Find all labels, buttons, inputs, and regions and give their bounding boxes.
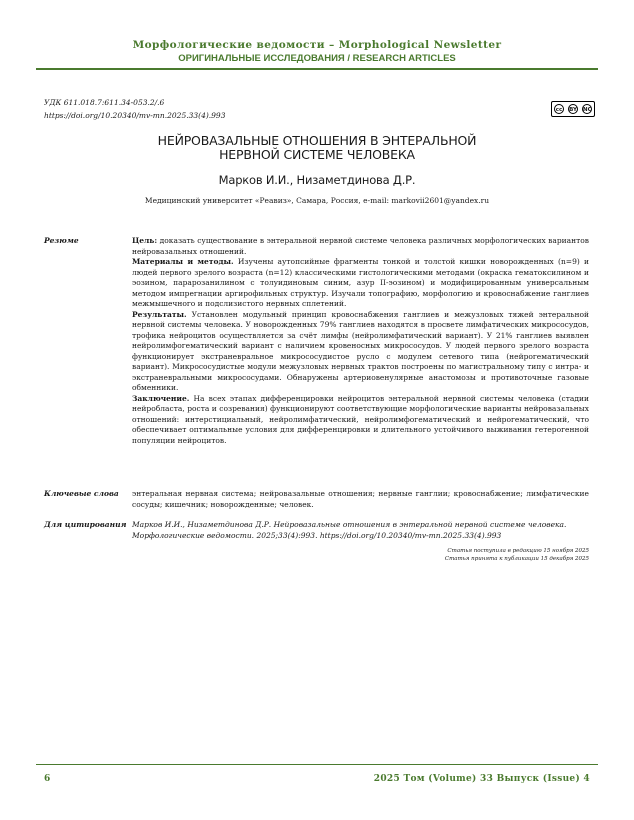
page-number: 6 bbox=[44, 774, 51, 784]
cc-icon: cc bbox=[554, 104, 564, 114]
section-header: ОРИГИНАЛЬНЫЕ ИССЛЕДОВАНИЯ / RESEARCH ARTICLES bbox=[178, 53, 456, 64]
abstract-aim bbox=[132, 236, 589, 257]
methods-text: Изучены аутопсийные фрагменты тонкой и толстой кишки новорожденных (n=9) и людей первого зрелого возраста (n=12) классическими гистологическими методами (окраска гематоксилином и эозином, парарозанилином с толуидиновым синим, азур II-эозином) и модифицированным универсальным методом импрегнации аргирофильных структур. Изучали топографию, морфологию и кровоснабжение ганглиев межмышечного и подслизистого нервных сплетений. bbox=[132, 257, 590, 308]
footer-divider bbox=[36, 764, 598, 765]
affiliation: Медицинский университет «Реавиз», Самара, Россия, e-mail: markovii2601@yandex.ru bbox=[144, 196, 490, 205]
aim-heading: Цель: bbox=[132, 236, 158, 245]
journal-header: Морфологические ведомости – Morphological Newsletter bbox=[132, 39, 502, 51]
doi-link[interactable]: https://doi.org/10.20340/mv-mn.2025.33(4).993 bbox=[44, 111, 226, 120]
received-date: Статья поступила в редакцию 15 ноября 2025 bbox=[447, 548, 589, 554]
abstract-methods bbox=[132, 257, 589, 310]
abstract-conclusion bbox=[132, 394, 589, 447]
keywords-text: энтеральная нервная система; нейровазальные отношения; нервные ганглии; кровоснабжение; лимфатические сосуды; кишечник; новорожденные; человек. bbox=[132, 489, 589, 509]
accepted-date: Статья принята к публикации 15 декабря 2025 bbox=[444, 556, 589, 562]
results-text: Установлен модульный принцип кровоснабжения ганглиев и межузловых тяжей энтеральной нервной системы человека. У новорожденных 79% ганглиев находятся в просвете лимфатических микрососудов, трофика нейроцитов осуществляется за счёт лимфы (нейролимфатический вариант). У 21% ганглиев выявлен нейролимфогематический вариант с наличием кровеносных микрососудов. У людей первого зрелого возраста функционирует экстраневральное микрососудистое русло с модулем сетевого типа (нейрогематический вариант). Микрососудистые модули межузловых нервных трактов построены по магистральному типу с интра- и экстраневральными микрососудами. Обнаружены артериовенулярные анастомозы и противоточные газовые обменники. bbox=[132, 309, 589, 392]
keywords-label: Ключевые слова bbox=[44, 489, 119, 498]
citation-text: Марков И.И., Низаметдинова Д.Р. Нейровазальные отношения в энтеральной нервной системе человека. Морфологические ведомости. 2025;33(4):993. https://doi.org/10.20340/mv-mn.2025.33(4).993 bbox=[132, 520, 567, 540]
nc-icon: NC bbox=[582, 104, 592, 114]
cc-by-nc-license-icon[interactable] bbox=[551, 101, 595, 117]
udc-code: УДК 611.018.7:611.34-053.2/.6 bbox=[44, 98, 165, 107]
conclusion-text: На всех этапах дифференцировки нейроцитов энтеральной нервной системы человека (стадии нейробласта, роста и созревания) функционируют соответствующие морфологические варианты нейровазальных отношений: интерстициальный, нейролимфатический, нейролимфогематический и нейрогематический, что обеспечивает оптимальные условия для дифференцировки и длительного устойчивого выживания гетерогенной популяции нейроцитов. bbox=[132, 393, 589, 445]
title-line-1: НЕЙРОВАЗАЛЬНЫЕ ОТНОШЕНИЯ В ЭНТЕРАЛЬНОЙ bbox=[157, 133, 477, 148]
aim-text: доказать существование в энтеральной нервной системе человека различных морфологических вариантов нейровазальных отношений. bbox=[132, 236, 589, 256]
title-line-2: НЕРВНОЙ СИСТЕМЕ ЧЕЛОВЕКА bbox=[219, 147, 415, 162]
article-title bbox=[0, 134, 634, 162]
citation-label: Для цитирования bbox=[44, 520, 127, 529]
methods-heading: Материалы и методы. bbox=[132, 257, 234, 266]
issue-info: 2025 Том (Volume) 33 Выпуск (Issue) 4 bbox=[373, 774, 590, 784]
conclusion-heading: Заключение. bbox=[132, 393, 190, 403]
abstract-body bbox=[132, 236, 589, 446]
by-icon: BY bbox=[568, 104, 578, 114]
abstract-label: Резюме bbox=[44, 236, 79, 245]
authors: Марков И.И., Низаметдинова Д.Р. bbox=[218, 173, 416, 187]
abstract-results bbox=[132, 310, 589, 394]
header-divider bbox=[36, 68, 598, 70]
results-heading: Результаты. bbox=[132, 309, 187, 319]
